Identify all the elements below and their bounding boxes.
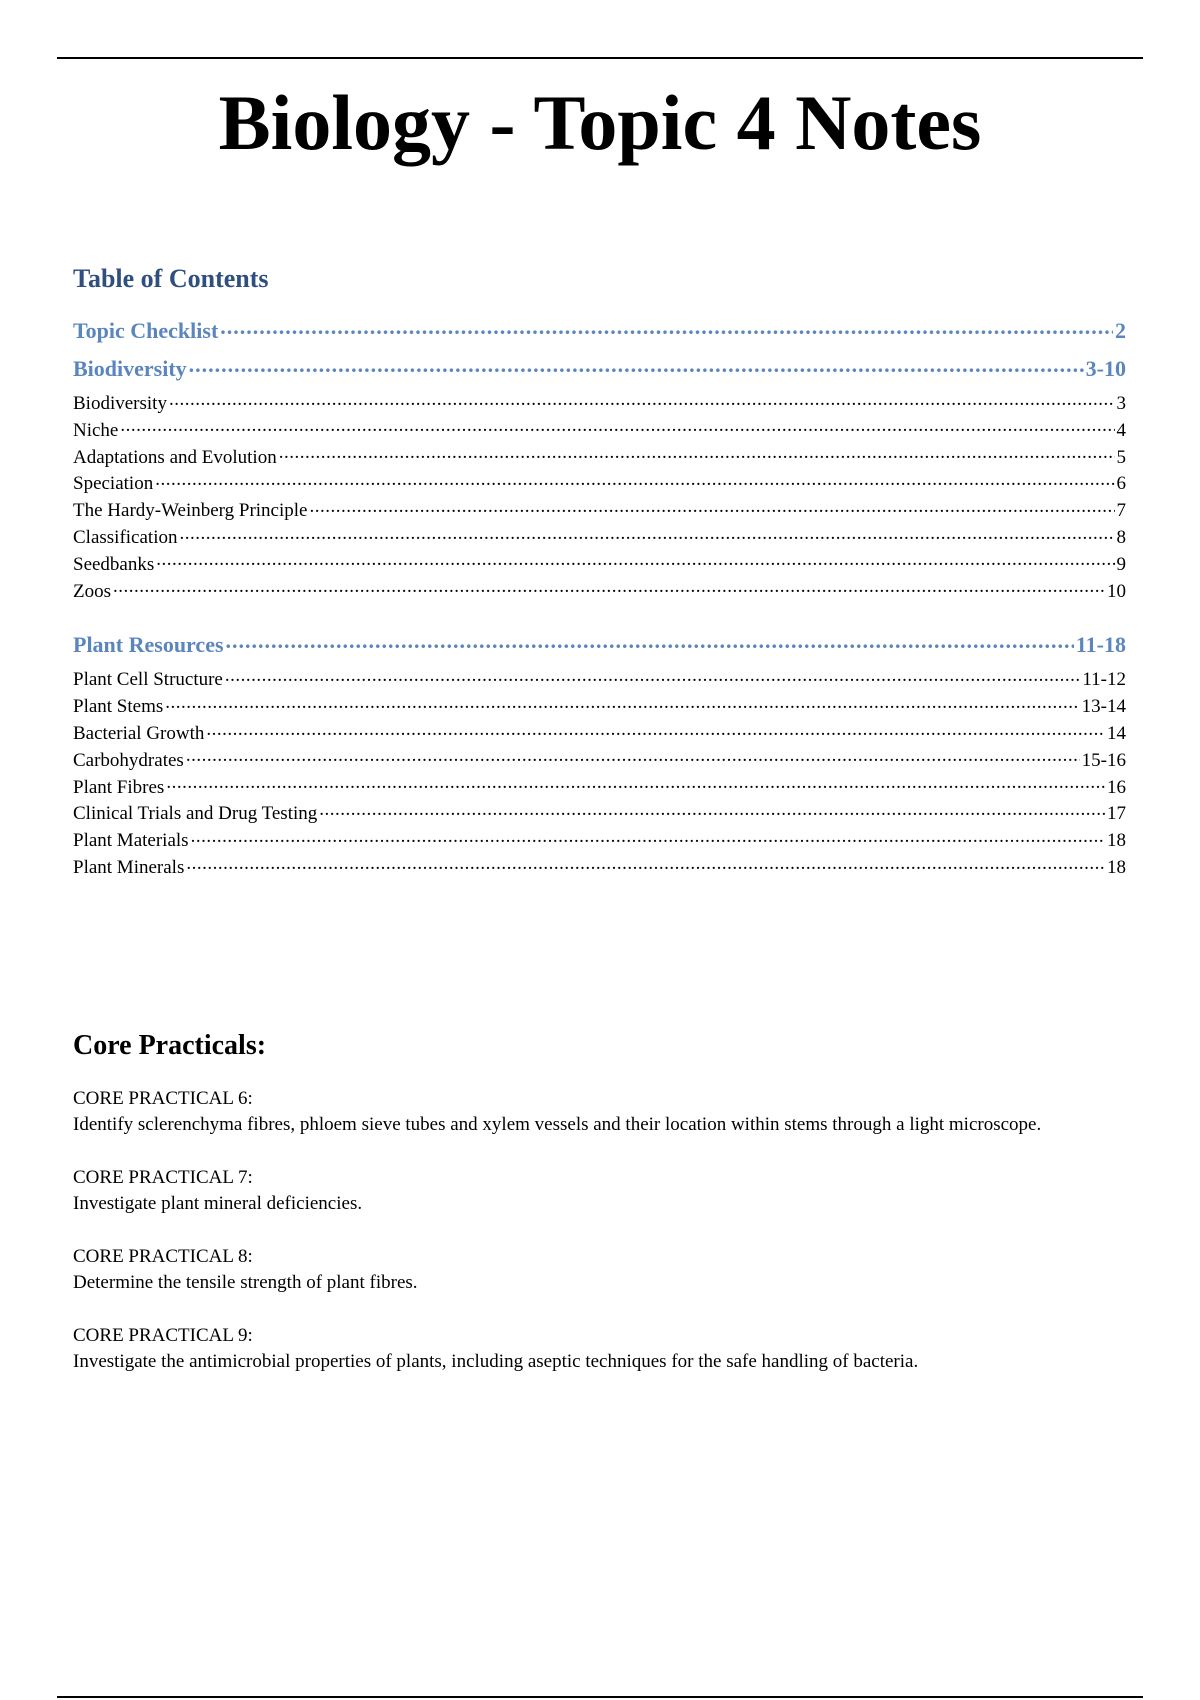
toc-leader-dots	[310, 497, 1115, 516]
toc-entry-plant-stems[interactable]	[73, 693, 1126, 720]
toc-entry-page: 2	[1115, 318, 1126, 343]
toc-leader-dots	[226, 630, 1074, 652]
toc-entry-hardy-weinberg-principle[interactable]	[73, 497, 1126, 524]
toc-entry-clinical-trials-and-drug-testing[interactable]	[73, 800, 1126, 827]
toc-entry-label: Topic Checklist	[73, 318, 219, 343]
core-practical-8	[73, 1244, 1133, 1296]
toc-leader-dots	[220, 316, 1113, 338]
toc-leader-dots	[319, 800, 1105, 819]
toc-entry-label: The Hardy-Weinberg Principle	[73, 500, 308, 522]
toc-entry-carbohydrates[interactable]	[73, 747, 1126, 774]
toc-entry-page: 14	[1107, 722, 1126, 744]
toc-leader-dots	[169, 390, 1115, 409]
toc-entry-plant-resources-section[interactable]	[73, 630, 1126, 660]
toc-entry-page: 15-16	[1081, 749, 1126, 771]
core-practical-description: Identify sclerenchyma fibres, phloem sieve tubes and xylem vessels and their location within stems through a light microscope.	[73, 1114, 1042, 1135]
toc-entry-label: Classification	[73, 526, 178, 548]
toc-entry-plant-cell-structure[interactable]	[73, 666, 1126, 693]
toc-entry-page: 3	[1116, 393, 1126, 414]
toc-entry-page: 4	[1116, 419, 1126, 441]
toc-leader-dots	[166, 774, 1105, 793]
toc-entry-label: Plant Fibres	[73, 776, 165, 798]
toc-entry-label: Plant Stems	[73, 696, 164, 718]
toc-section-biodiversity	[73, 354, 1126, 604]
toc-entry-label: Speciation	[73, 473, 154, 495]
toc-entry-label: Plant Materials	[73, 830, 189, 852]
toc-leader-dots	[186, 854, 1105, 873]
core-practicals	[73, 1028, 1133, 1402]
toc-entry-label: Clinical Trials and Drug Testing	[73, 803, 318, 825]
toc-leader-dots	[156, 551, 1114, 570]
toc-entry-adaptations-and-evolution[interactable]	[73, 444, 1126, 471]
toc-leader-dots	[186, 747, 1080, 766]
toc-heading: Table of Contents	[73, 264, 269, 293]
toc-entry-zoos[interactable]	[73, 578, 1126, 605]
core-practical-description: Investigate the antimicrobial properties of plants, including aseptic techniques for the safe handling of bacteria.	[73, 1351, 919, 1372]
toc-entry-page: 16	[1107, 776, 1126, 798]
toc-leader-dots	[225, 666, 1081, 685]
toc-entry-label: Plant Resources	[73, 632, 224, 658]
toc-entry-page: 18	[1107, 856, 1126, 878]
toc-entry-page: 3-10	[1085, 356, 1126, 381]
core-practical-title: CORE PRACTICAL 8:	[73, 1246, 253, 1267]
toc-entry-label: Seedbanks	[73, 553, 155, 575]
document-title: Biology - Topic 4 Notes	[218, 79, 982, 166]
toc-entry-speciation[interactable]	[73, 470, 1126, 497]
toc-entry-plant-minerals[interactable]	[73, 854, 1126, 881]
toc-leader-dots	[189, 354, 1084, 376]
toc-entry-page: 7	[1116, 500, 1126, 522]
core-practical-description: Investigate plant mineral deficiencies.	[73, 1193, 363, 1214]
toc-entry-biodiversity-section[interactable]	[73, 354, 1126, 384]
toc-entry-label: Biodiversity	[73, 356, 187, 381]
toc-entry-label: Biodiversity	[73, 393, 167, 414]
toc-entry-label: Bacterial Growth	[73, 722, 205, 744]
core-practical-title: CORE PRACTICAL 7:	[73, 1167, 253, 1188]
toc-entry-label: Plant Cell Structure	[73, 669, 223, 691]
toc-section-topic-checklist	[73, 316, 1126, 346]
toc-entry-seedbanks[interactable]	[73, 551, 1126, 578]
toc-entry-label: Niche	[73, 419, 119, 441]
core-practical-9	[73, 1323, 1133, 1375]
toc-entry-plant-materials[interactable]	[73, 827, 1126, 854]
toc-leader-dots	[191, 827, 1105, 846]
toc-entry-label: Adaptations and Evolution	[73, 446, 277, 468]
core-practical-title: CORE PRACTICAL 9:	[73, 1325, 253, 1346]
toc-entry-bacterial-growth[interactable]	[73, 720, 1126, 747]
toc-leader-dots	[179, 524, 1114, 543]
toc-entry-page: 13-14	[1081, 696, 1126, 718]
core-practicals-heading: Core Practicals:	[73, 1030, 267, 1061]
toc-entry-topic-checklist[interactable]	[73, 316, 1126, 346]
core-practical-7	[73, 1165, 1133, 1217]
toc-entry-page: 5	[1116, 446, 1126, 468]
toc-entry-niche[interactable]	[73, 417, 1126, 444]
toc-entry-biodiversity[interactable]	[73, 390, 1126, 417]
toc-leader-dots	[165, 693, 1079, 712]
toc-leader-dots	[155, 470, 1114, 489]
toc-entry-page: 9	[1116, 553, 1126, 575]
toc-entry-page: 11-12	[1082, 669, 1126, 691]
toc-entry-page: 17	[1107, 803, 1126, 825]
toc-entry-label: Carbohydrates	[73, 749, 184, 771]
toc-entry-plant-fibres[interactable]	[73, 774, 1126, 801]
toc-leader-dots	[120, 417, 1114, 436]
core-practical-description: Determine the tensile strength of plant fibres.	[73, 1272, 418, 1293]
core-practical-title: CORE PRACTICAL 6:	[73, 1088, 253, 1109]
core-practical-6	[73, 1086, 1133, 1138]
toc-leader-dots	[113, 578, 1105, 597]
toc-entry-label: Plant Minerals	[73, 856, 185, 878]
toc-entry-page: 6	[1116, 473, 1126, 495]
toc-leader-dots	[279, 444, 1115, 463]
toc-section-plant-resources	[73, 630, 1126, 880]
toc-entry-label: Zoos	[73, 580, 111, 602]
toc-entry-page: 11-18	[1075, 632, 1126, 658]
toc-entry-classification[interactable]	[73, 524, 1126, 551]
toc-entry-page: 18	[1107, 830, 1126, 852]
top-rule	[57, 57, 1143, 59]
bottom-rule	[57, 1696, 1143, 1698]
toc-entry-page: 10	[1107, 580, 1126, 602]
table-of-contents	[73, 262, 1126, 907]
toc-entry-page: 8	[1116, 526, 1126, 548]
toc-leader-dots	[206, 720, 1105, 739]
